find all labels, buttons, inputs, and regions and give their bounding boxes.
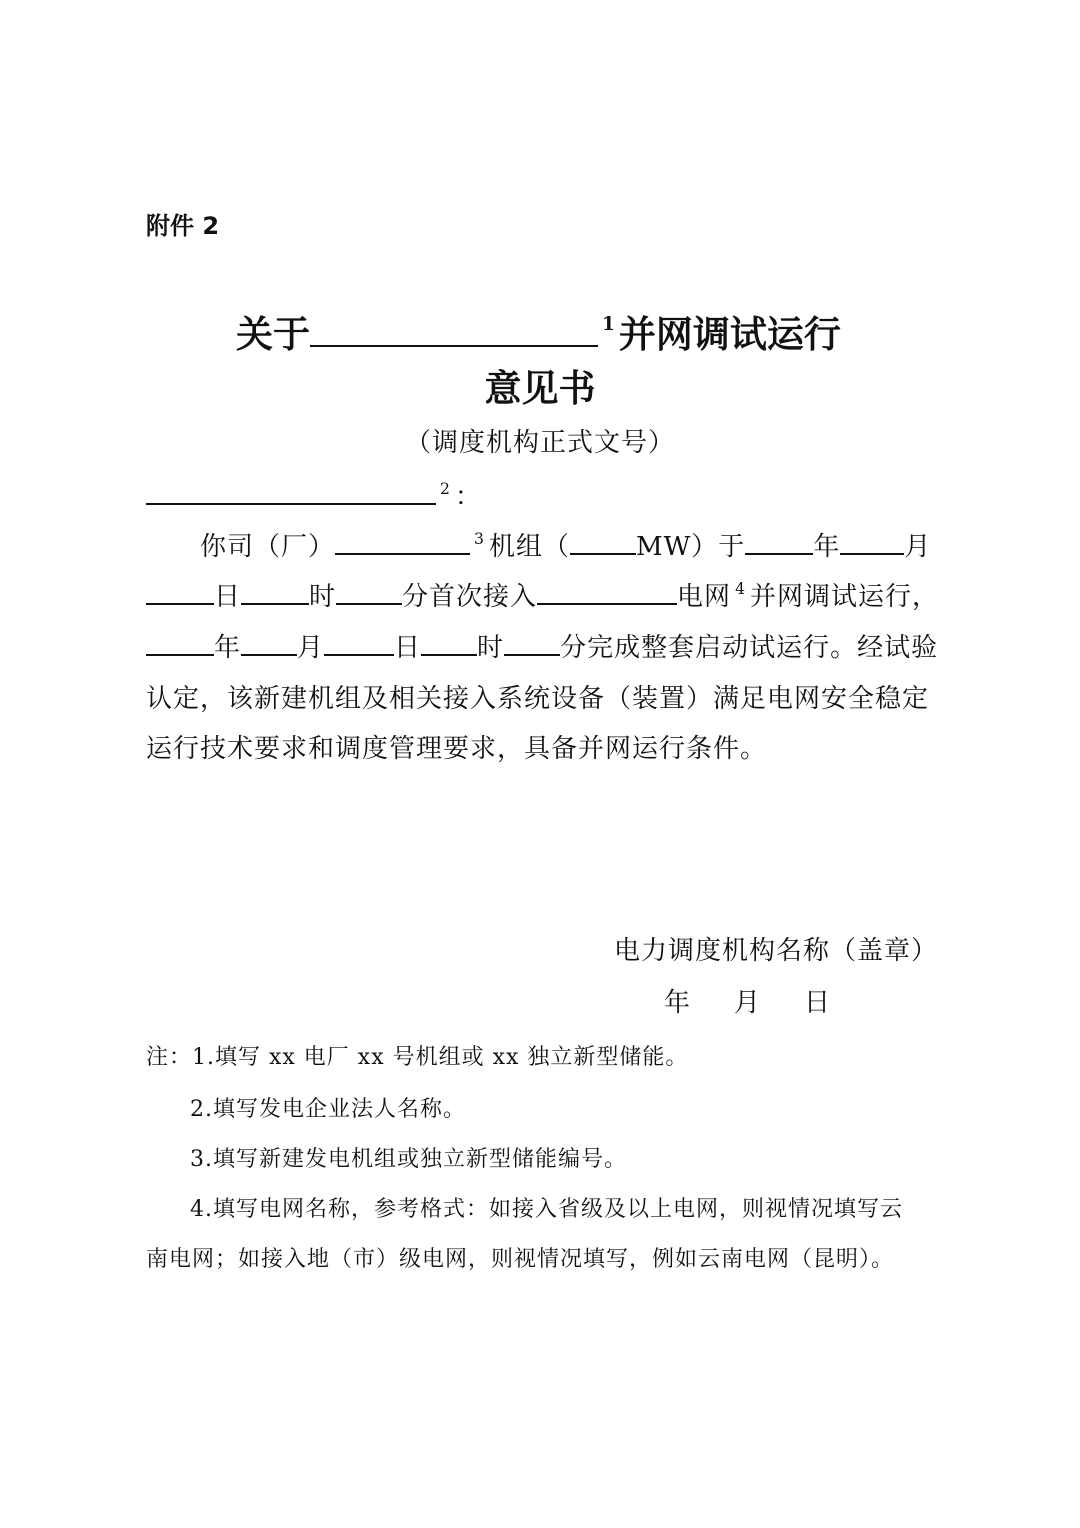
body-line-5: 运行技术要求和调度管理要求，具备并网运行条件。 [146, 734, 768, 764]
signature-date [664, 982, 874, 1019]
body-text: 你司（厂） [200, 532, 336, 562]
body-line-3 [146, 627, 946, 664]
body-line-2 [146, 576, 946, 613]
date-day: 日 [804, 988, 831, 1018]
minute-blank [504, 628, 560, 656]
body-text: 年 [813, 532, 841, 562]
year-blank [745, 527, 813, 555]
grid-blank [537, 577, 677, 605]
body-text: 月 [297, 633, 325, 663]
attachment-label: 附件 2 [146, 212, 220, 240]
title-blank [310, 308, 598, 347]
body-line-4: 认定，该新建机组及相关接入系统设备（装置）满足电网安全稳定 [146, 684, 930, 714]
minute-blank [336, 577, 402, 605]
body-text: 日 [394, 633, 422, 663]
body-text: MW）于 [635, 532, 746, 562]
body-text: 机组（ [488, 532, 570, 562]
title-footnote-1: 1 [602, 314, 615, 336]
body-text: 时 [309, 582, 337, 612]
capacity-blank [570, 527, 636, 555]
note-1: 注：1.填写 xx 电厂 xx 号机组或 xx 独立新型储能。 [146, 1045, 689, 1070]
day-blank [324, 628, 394, 656]
title-suffix: 并网调试运行 [618, 312, 841, 356]
body-text: 分首次接入 [402, 582, 538, 612]
note-4-continued: 南电网；如接入地（市）级电网，则视情况填写，例如云南电网（昆明）。 [146, 1247, 895, 1272]
addressee-blank [146, 477, 436, 505]
addressee-footnote-2: 2 [440, 480, 451, 499]
body-text: 时 [477, 633, 505, 663]
body-line-1 [200, 526, 1000, 563]
year-blank [146, 628, 214, 656]
hour-blank [241, 577, 309, 605]
note-3: 3.填写新建发电机组或独立新型储能编号。 [190, 1147, 627, 1172]
footnote-3: 3 [474, 530, 485, 549]
body-text: 并网调试运行， [749, 582, 939, 612]
month-blank [241, 628, 297, 656]
body-text: 分完成整套启动试运行。经试验 [560, 633, 939, 663]
footnote-4: 4 [735, 580, 746, 599]
day-blank [146, 577, 214, 605]
addressee-line [146, 476, 946, 513]
addressee-colon: ： [454, 482, 482, 512]
document-title-line-1 [236, 304, 841, 358]
note-2: 2.填写发电企业法人名称。 [190, 1097, 466, 1122]
title-prefix: 关于 [236, 312, 310, 356]
body-text: 日 [214, 582, 242, 612]
body-text: 电网 [677, 582, 732, 612]
month-blank [840, 527, 904, 555]
unit-name-blank [335, 527, 470, 555]
document-number: （调度机构正式文号） [404, 428, 675, 458]
hour-blank [421, 628, 477, 656]
signature-org: 电力调度机构名称（盖章） [614, 936, 939, 966]
body-text: 年 [214, 633, 242, 663]
date-year: 年 [664, 988, 691, 1018]
document-title-line-2: 意见书 [484, 366, 596, 410]
date-month: 月 [734, 988, 761, 1018]
body-text: 月 [904, 532, 932, 562]
note-4: 4.填写电网名称，参考格式：如接入省级及以上电网，则视情况填写云 [190, 1197, 903, 1222]
